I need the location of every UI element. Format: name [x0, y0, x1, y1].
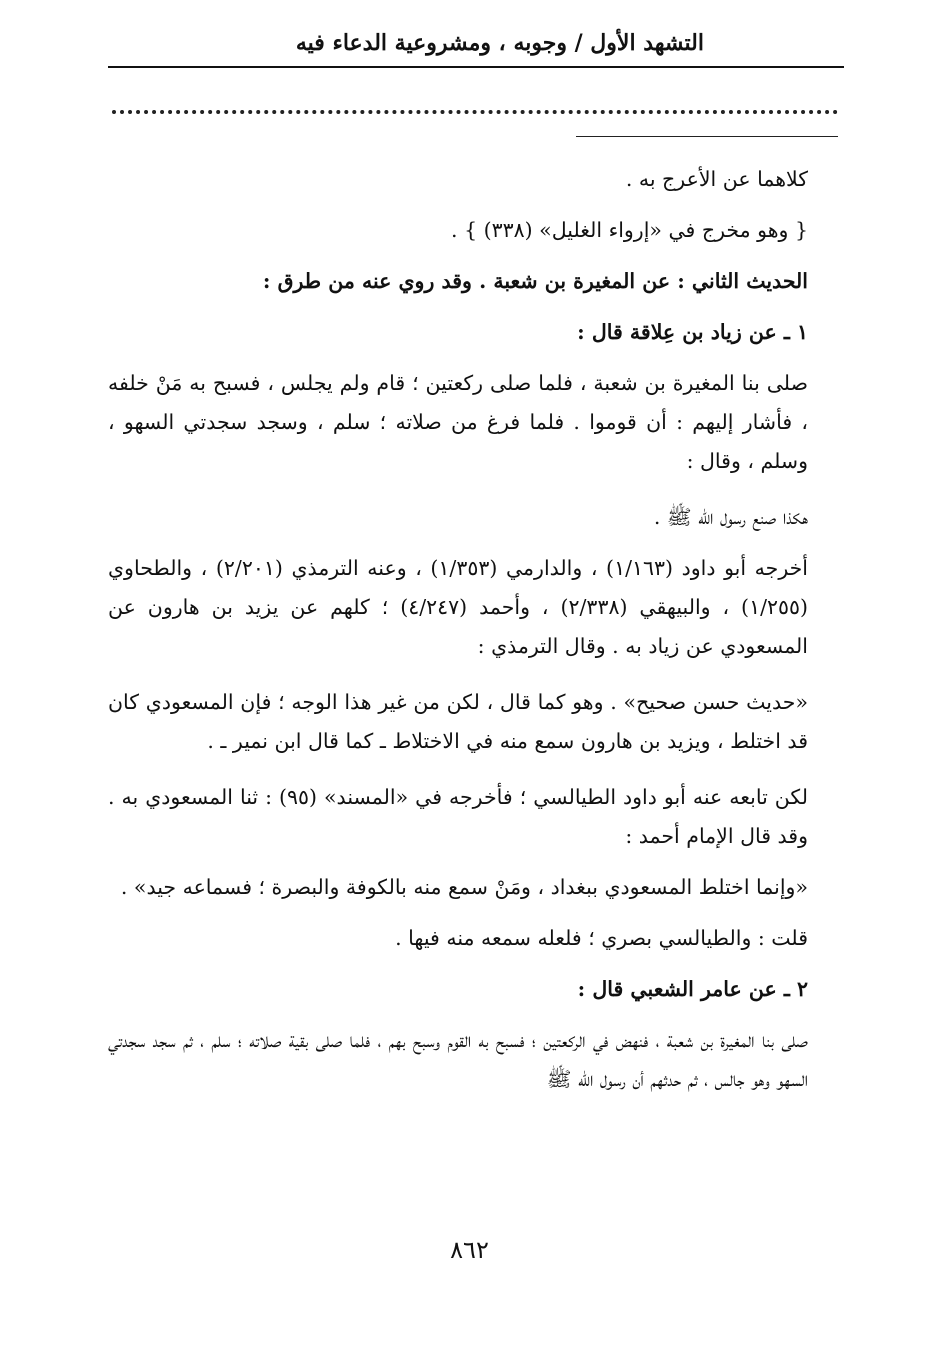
paragraph-11: قلت : والطيالسي بصري ؛ فلعله سمعه منه فيها .	[395, 926, 808, 950]
page-body	[108, 160, 844, 1116]
paragraph-8: «حديث حسن صحيح» . وهو كما قال ، لكن من غير هذا الوجه ؛ فإن المسعودي كان قد اختلط ، ويزيد بن هارون سمع منه في الاختلاط ـ كما قال ابن نمير ـ .	[108, 690, 808, 753]
paragraph-3: الحديث الثاني : عن المغيرة بن شعبة . وقد روي عنه من طرق :	[262, 269, 808, 293]
dotted-separator	[112, 110, 838, 124]
paragraph-5: صلى بنا المغيرة بن شعبة ، فلما صلى ركعتين ؛ قام ولم يجلس ، فسبح به مَنْ خلفه ، فأشار إليهم : أن قوموا . فلما فرغ من صلاته ؛ سلم ، وسجد سجدتي السهو ، وسلم ، وقال :	[108, 371, 808, 473]
paragraph-13: صلى بنا المغيرة بن شعبة ، فنهض في الركعتين ؛ فسبح به القوم وسبح بهم ، فلما صلى بقية صلاته ؛ سلم ، ثم سجد سجدتي السهو وهو جالس ، ثم حدثهم أن رسول الله ﷺ	[108, 1028, 808, 1091]
paragraph-10: «وإنما اختلط المسعودي ببغداد ، ومَنْ سمع منه بالكوفة والبصرة ؛ فسماعه جيد» .	[120, 875, 808, 899]
header-rule	[108, 66, 844, 68]
paragraph-1: كلاهما عن الأعرج به .	[625, 167, 808, 191]
running-header	[108, 30, 844, 70]
header-title: التشهد الأول / وجوبه ، ومشروعية الدعاء فيه	[295, 30, 704, 56]
paragraph-12: ٢ ـ عن عامر الشعبي قال :	[577, 977, 808, 1001]
page-number: ٨٦٢	[450, 1236, 489, 1264]
paragraph-4: ١ ـ عن زياد بن عِلاقة قال :	[577, 320, 808, 344]
footnote-rule	[576, 136, 838, 137]
paragraph-9: لكن تابعه عنه أبو داود الطيالسي ؛ فأخرجه في «المسند» (٩٥) : ثنا المسعودي به . وقد قال الإمام أحمد :	[108, 785, 808, 848]
paragraph-2: { وهو مخرج في «إرواء الغليل» (٣٣٨) } .	[451, 218, 808, 242]
paragraph-7: أخرجه أبو داود (١/١٦٣) ، والدارمي (١/٣٥٣) ، وعنه الترمذي (٢/٢٠١) ، والطحاوي (١/٢٥٥) ، والبيهقي (٢/٣٣٨) ، وأحمد (٤/٢٤٧) ؛ كلهم عن يزيد بن هارون عن المسعودي عن زياد به . وقال الترمذي :	[108, 556, 809, 658]
paragraph-6: هكذا صنع رسول الله ﷺ .	[653, 505, 808, 529]
